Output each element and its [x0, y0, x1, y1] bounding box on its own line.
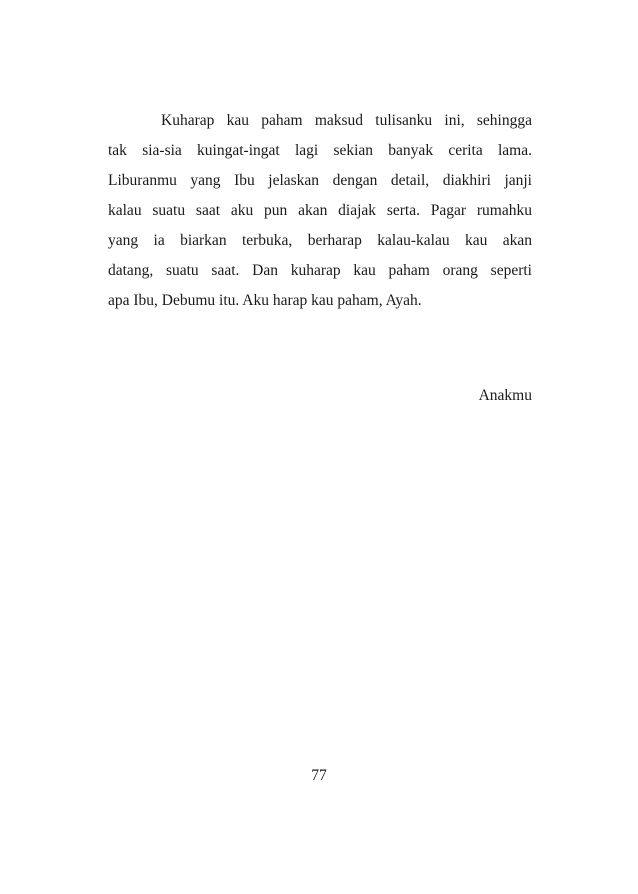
page-number: 77 [311, 767, 327, 784]
paragraph-line-5: yang ia biarkan terbuka, berharap kalau-kalau kau akan [108, 232, 532, 249]
letter-signature: Anakmu [478, 387, 532, 404]
paragraph-line-1: Kuharap kau paham maksud tulisanku ini, sehingga [161, 112, 532, 129]
paragraph-line-3: Liburanmu yang Ibu jelaskan dengan detail, diakhiri janji [108, 172, 532, 189]
paragraph-line-7: apa Ibu, Debumu itu. Aku harap kau paham, Ayah. [108, 292, 422, 309]
paragraph-line-2: tak sia-sia kuingat-ingat lagi sekian banyak cerita lama. [108, 142, 532, 159]
paragraph-line-6: datang, suatu saat. Dan kuharap kau paham orang seperti [108, 262, 532, 279]
paragraph-line-4: kalau suatu saat aku pun akan diajak serta. Pagar rumahku [108, 202, 532, 219]
letter-paragraph [108, 106, 532, 316]
